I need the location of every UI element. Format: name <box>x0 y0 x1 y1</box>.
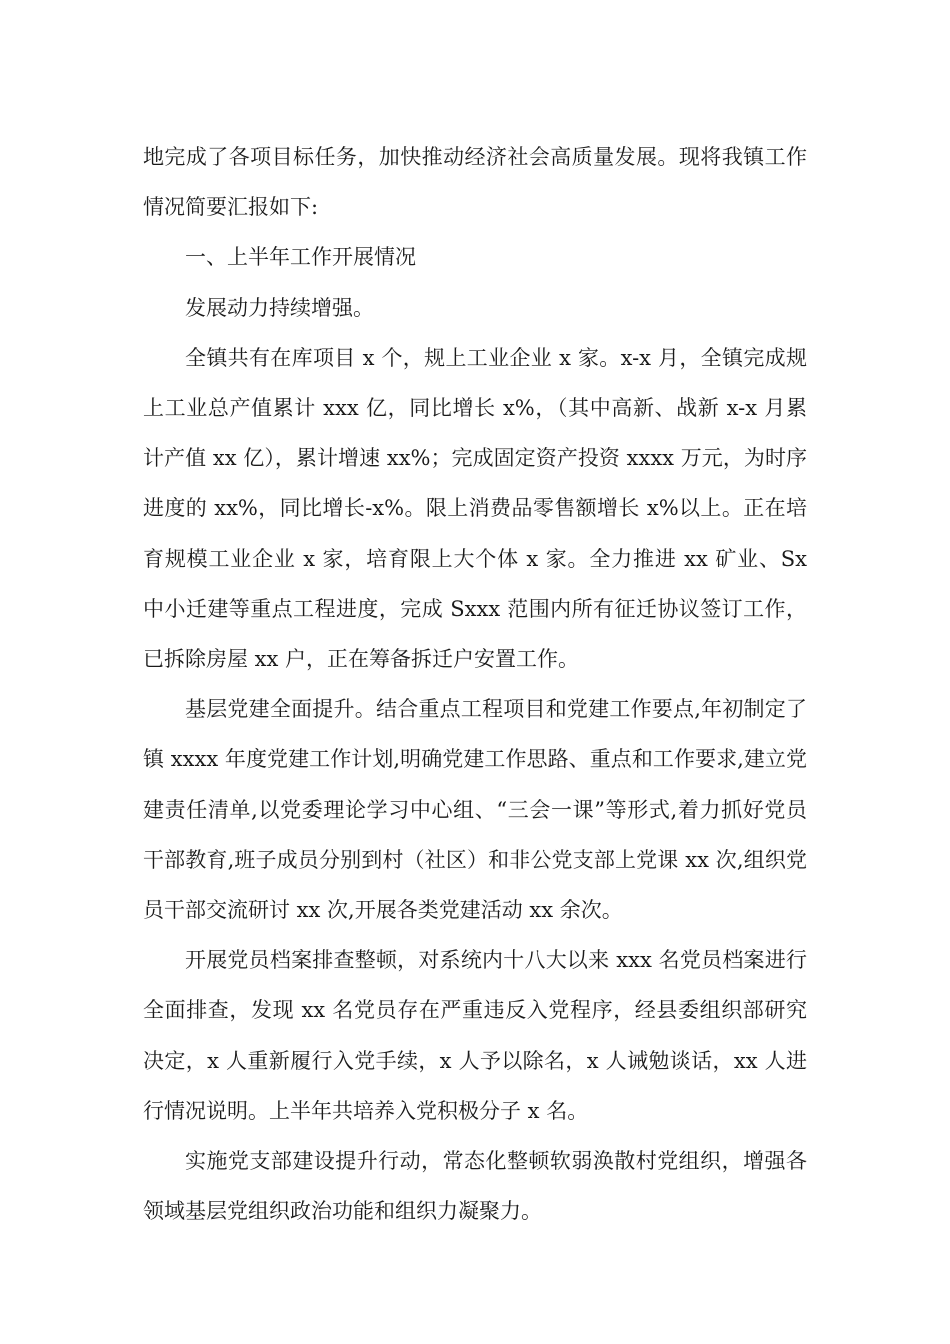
paragraph-branch-action: 实施党支部建设提升行动，常态化整顿软弱涣散村党组织，增强各领域基层党组织政治功能和组织力凝聚力。 <box>143 1149 807 1224</box>
section-heading: 一、上半年工作开展情况 <box>185 245 416 270</box>
paragraph-party-building: 基层党建全面提升。结合重点工程项目和党建工作要点,年初制定了镇 xxxx 年度党建工作计划,明确党建工作思路、重点和工作要求,建立党建责任清单,以党委理论学习中心组、“三会一课”等形式,着力抓好党员干部教育,班子成员分别到村（社区）和非公党支部上党课 xx 次,组织党员干部交流研讨 xx 次,开展各类党建活动 xx 余次。 <box>143 697 807 923</box>
paragraph-archives: 开展党员档案排查整顿，对系统内十八大以来 xxx 名党员档案进行全面排查，发现 xx 名党员存在严重违反入党程序，经县委组织部研究决定，x 人重新履行入党手续，x 人予以除名，x 人诫勉谈话，xx 人进行情况说明。上半年共培养入党积极分子 x 名。 <box>143 948 807 1123</box>
subsection-heading: 发展动力持续增强。 <box>185 295 374 320</box>
paragraph-economy: 全镇共有在库项目 x 个，规上工业企业 x 家。x-x 月，全镇完成规上工业总产值累计 xxx 亿，同比增长 x%，（其中高新、战新 x-x 月累计产值 xx 亿），累计增速 xx%；完成固定资产投资 xxxx 万元，为时序进度的 xx%，同比增长-x%。限上消费品零售额增长 x%以上。正在培育规模工业企业 x 家，培育限上大个体 x 家。全力推进 xx 矿业、Sx 中小迁建等重点工程进度，完成 Sxxx 范围内所有征迁协议签订工作，已拆除房屋 xx 户，正在筹备拆迁户安置工作。 <box>143 345 807 672</box>
paragraph-intro: 地完成了各项目标任务，加快推动经济社会高质量发展。现将我镇工作情况简要汇报如下: <box>143 145 807 220</box>
document-body <box>143 132 807 1236</box>
